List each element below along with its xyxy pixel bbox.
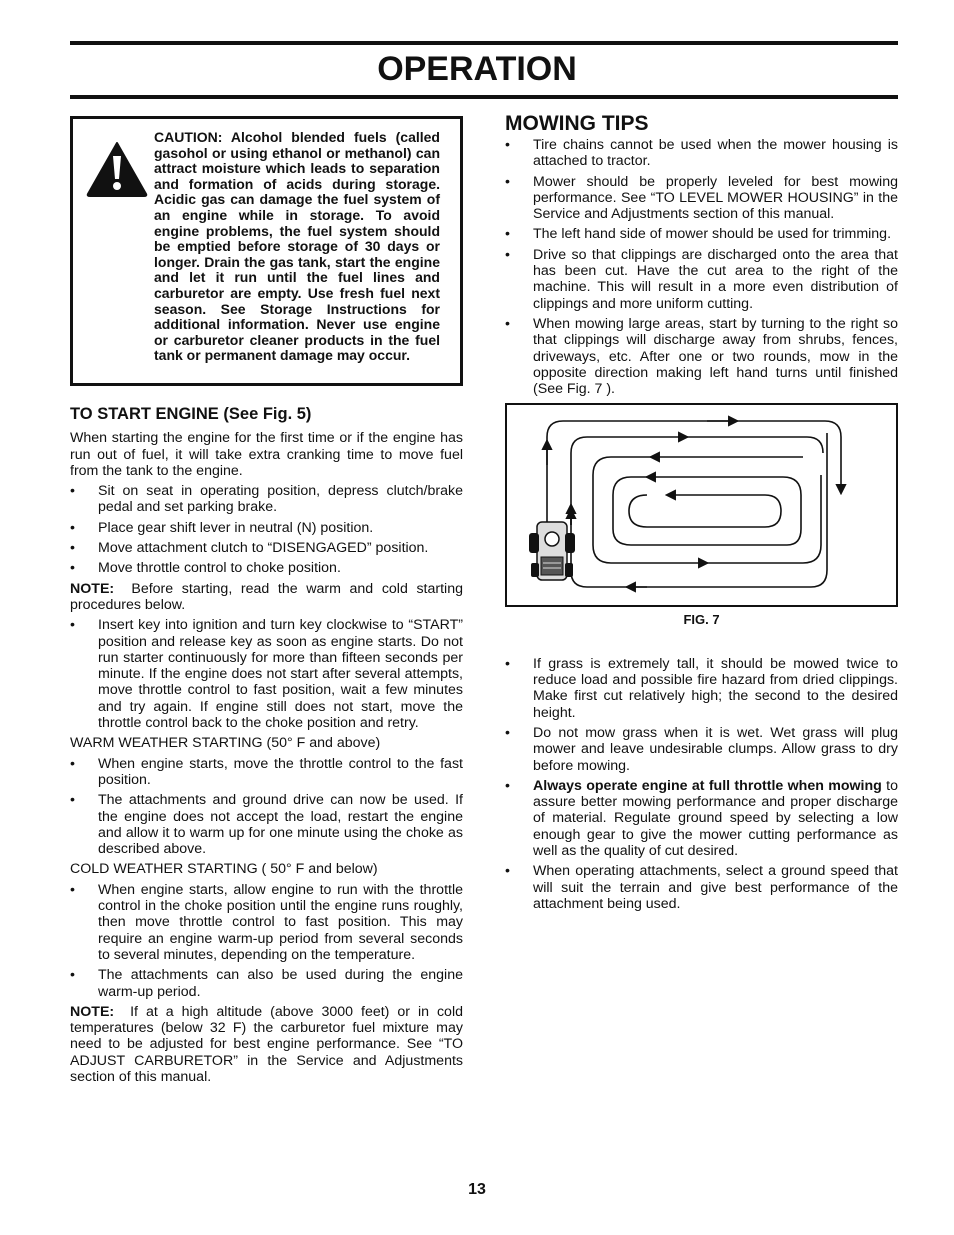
cold-steps-list: [70, 882, 463, 1000]
page-title: OPERATION: [377, 50, 577, 88]
list-item: • When engine starts, move the throttle control to the fast position.: [70, 755, 463, 788]
list-item: • Mower should be properly leveled for best mowing performance. See “TO LEVEL MOWER HOUSING” in the Service and Adjustments section of this manual.: [505, 173, 898, 223]
inner3: [629, 495, 781, 527]
cold-weather-heading: COLD WEATHER STARTING ( 50° F and below): [70, 861, 378, 878]
list-item: • Move attachment clutch to “DISENGAGED” position.: [70, 540, 429, 557]
caution-text: CAUTION: Alcohol blended fuels (called gasohol or using ethanol or methanol) can attract moisture which leads to separation and formation of acids during storage. Acidic gas can damage the fuel system of an engine while in storage. To avoid engine problems, the fuel system should be emptied before storage of 30 days or longer. Drain the gas tank, start the engine and let it run until the fuel lines and carburetor are empty. Use fresh fuel next season. See Storage Instructions for additional information. Never use engine or carburetor cleaner products in the fuel tank or permanent damage may occur.: [154, 129, 440, 364]
list-item: • Insert key into ignition and turn key clockwise to “START” position and release key as soon as engine starts. Do not run starter continuously for more than fifteen seconds per minute. If the engine does not start after several attempts, move throttle control to fast position, wait a few minutes and try again. If engine still does not start, move the throttle control back to the choke position and retry.: [70, 617, 463, 732]
list-item: • When engine starts, allow engine to run with the throttle control in the choke position until the engine runs roughly, then move throttle control to fast position. This may require an engine warm-up period from several seconds to several minutes, depending on the temperature.: [70, 881, 463, 963]
list-item: • Always operate engine at full throttle when mowing to assure better mowing performance and proper discharge of material. Regulate ground speed by selecting a low enough gear to give the mower cutting performance as well as the quality of cut desired.: [505, 777, 898, 860]
start-engine-heading: TO START ENGINE (See Fig. 5): [70, 405, 312, 423]
figure-caption: FIG. 7: [683, 612, 720, 628]
warm-weather-heading: WARM WEATHER STARTING (50° F and above): [70, 735, 381, 752]
list-item: • The left hand side of mower should be used for trimming.: [505, 226, 892, 243]
inner1b: [593, 457, 707, 563]
list-item: • The attachments can also be used during the engine warm-up period.: [70, 967, 463, 1000]
caution-box: [70, 116, 463, 386]
list-item: • Drive so that clippings are discharged onto the area that has been cut. Have the cut area to the right of the machine. This will result in a more even distribution of clippings and more uniform cutting.: [505, 246, 898, 312]
left-column: [70, 116, 463, 1089]
list-item: • When operating attachments, select a ground speed that will suit the terrain and give best performance of the attachment being used.: [505, 863, 898, 912]
header-rule-top: [70, 41, 898, 45]
list-item: • Move throttle control to choke position.: [70, 560, 341, 577]
list-item: • The attachments and ground drive can now be used. If the engine does not accept the load, restart the engine and allow it to warm up for one minute using the choke as described above.: [70, 792, 463, 858]
list-item: • Tire chains cannot be used when the mower housing is attached to tractor.: [505, 137, 898, 170]
warm-steps-list: [70, 756, 463, 858]
inner1c: [707, 475, 821, 563]
list-item: • If grass is extremely tall, it should be mowed twice to reduce load and possible fire hazard from dried clippings. Make first cut relatively high; the second to the desired height.: [505, 655, 898, 721]
mowing-pattern-diagram: [507, 405, 896, 605]
figure-7-box: [505, 403, 898, 607]
right-column: [505, 112, 898, 916]
start-engine-intro: When starting the engine for the first time or if the engine has run out of fuel, it will take extra cranking time to move fuel from the tank to the engine.: [70, 430, 463, 479]
note-high-altitude: NOTE: If at a high altitude (above 3000 feet) or in cold temperatures (below 32 F) the carburetor fuel mixture may need to be adjusted for best engine performance. See “TO ADJUST CARBURETOR” in the Service and Adjustments section of this manual.: [70, 1003, 463, 1085]
note-before-starting: NOTE: Before starting, read the warm and cold starting procedures below.: [70, 580, 463, 613]
mowing-tips-heading: MOWING TIPS: [505, 112, 649, 135]
outer-right: [571, 433, 827, 587]
start-steps-list: [70, 483, 463, 576]
middle-top-right: [687, 437, 823, 453]
riding-tractor-icon: [529, 522, 575, 580]
page-number: 13: [468, 1181, 486, 1198]
header-rule-bottom: [70, 95, 898, 99]
mowing-tips-list: [505, 137, 898, 397]
list-item: • Do not mow grass when it is wet. Wet grass will plug mower and leave undesirable clumps. Allow grass to dry before mowing.: [505, 724, 898, 774]
list-item: • Sit on seat in operating position, depress clutch/brake pedal and set parking brake.: [70, 483, 463, 516]
inner2b: [613, 477, 801, 545]
list-item: • When mowing large areas, start by turning to the right so that clippings will discharge away from shrubs, fences, driveways, etc. After one or two rounds, mow in the opposite direction making left hand turns until finished (See Fig. 7 ).: [505, 315, 898, 398]
mowing-tips-list-2: [505, 656, 898, 912]
warning-exclamation-icon: [86, 141, 148, 197]
key-step-list: [70, 617, 463, 731]
list-item: • Place gear shift lever in neutral (N) position.: [70, 519, 374, 536]
